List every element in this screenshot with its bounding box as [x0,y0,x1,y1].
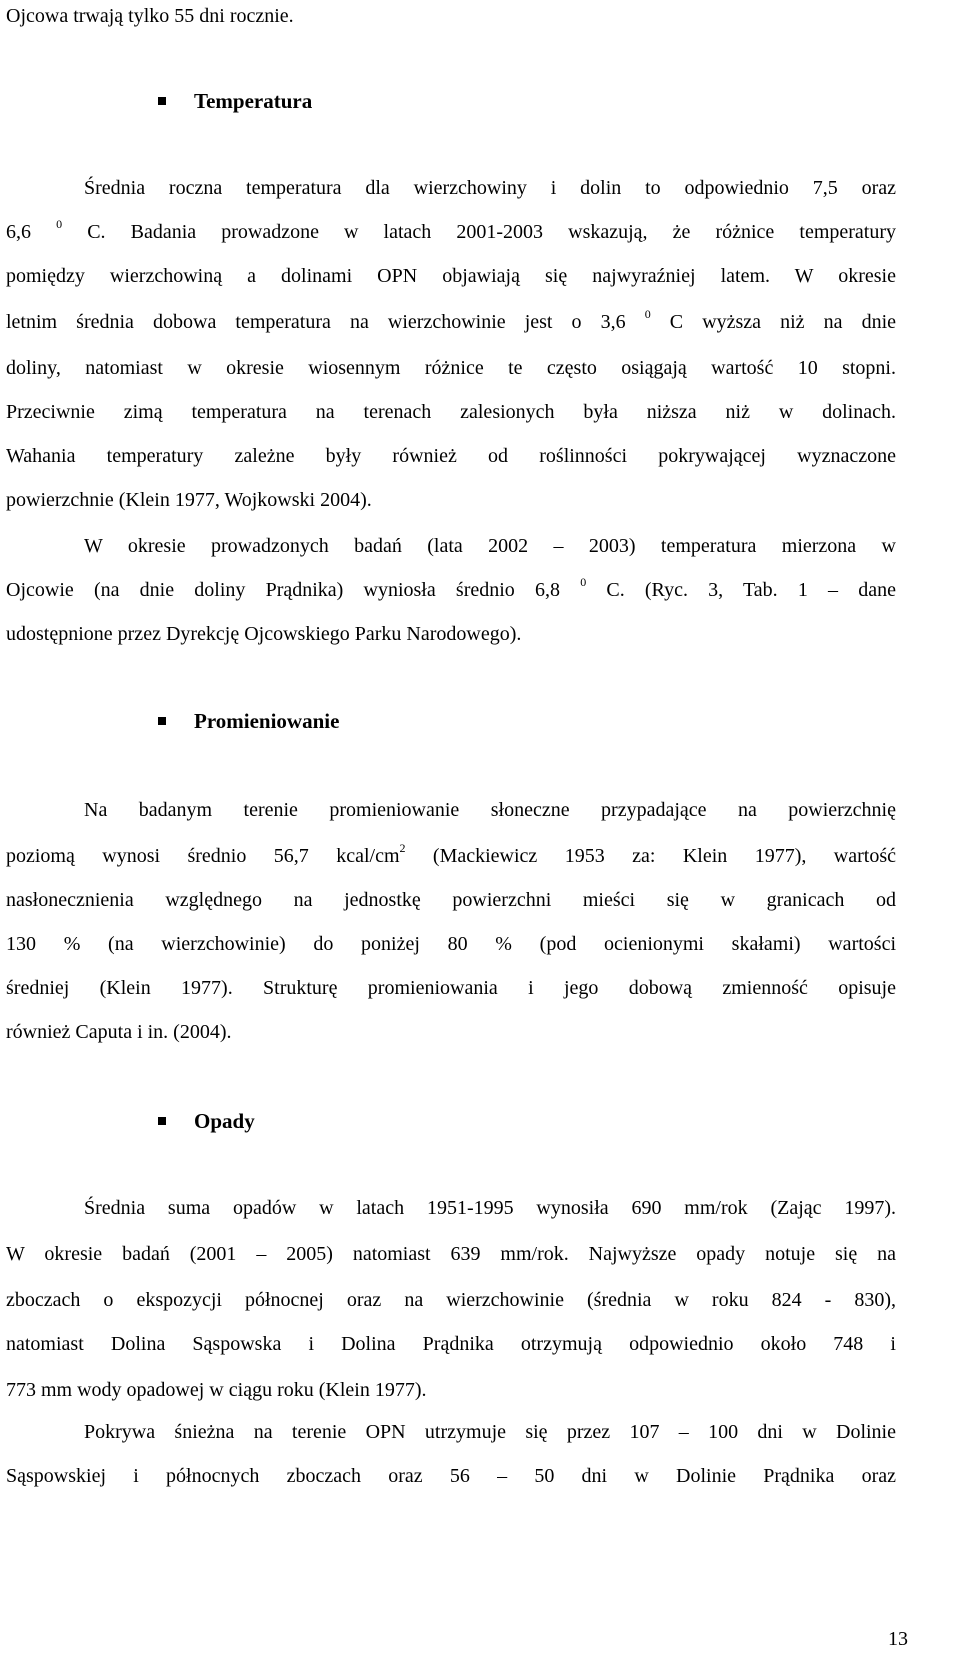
section-heading-opady [158,1108,255,1134]
text-line: powierzchnie (Klein 1977, Wojkowski 2004). [6,489,372,511]
text-line [6,575,896,604]
text-line: Wahania temperatury zależne były również od roślinności pokrywającej wyznaczone [6,445,896,467]
text-line: Pokrywa śnieżna na terenie OPN utrzymuje się przez 107 – 100 dni w Dolinie [84,1421,896,1443]
superscript: 0 [580,575,587,590]
heading-label: Opady [194,1109,255,1133]
superscript: 0 [644,307,651,322]
text-line: Na badanym terenie promieniowanie słoneczne przypadające na powierzchnię [84,799,896,821]
superscript: 2 [399,841,406,856]
heading-label: Promieniowanie [194,709,340,733]
heading-label: Temperatura [194,89,313,113]
text-fragment: letnim średnia dobowa temperatura na wierzchowinie jest o 3,6 [6,311,626,333]
text-line: natomiast Dolina Sąspowska i Dolina Prądnika otrzymują odpowiednio około 748 i [6,1333,896,1355]
text-fragment: C wyższa niż na dnie [669,311,897,333]
square-bullet-icon [158,97,166,105]
text-line: średniej (Klein 1977). Strukturę promieniowania i jego dobową zmienność opisuje [6,977,896,999]
text-line: Średnia roczna temperatura dla wierzchowiny i dolin to odpowiednio 7,5 oraz [84,177,896,199]
text-fragment: poziomą wynosi średnio 56,7 kcal/cm [6,845,400,867]
superscript: 0 [56,217,63,232]
square-bullet-icon [158,717,166,725]
text-line: 130 % (na wierzchowinie) do poniżej 80 % (pod ocienionymi skałami) wartości [6,933,896,955]
text-line: również Caputa i in. (2004). [6,1021,232,1043]
text-line: Przeciwnie zimą temperatura na terenach zalesionych była niższa niż w dolinach. [6,401,896,423]
text-line: pomiędzy wierzchowiną a dolinami OPN objawiają się najwyraźniej latem. W okresie [6,265,896,287]
text-fragment: C. Badania prowadzone w latach 2001-2003 wskazują, że różnice temperatury [87,221,897,243]
text-line [6,307,897,336]
text-line: doliny, natomiast w okresie wiosennym różnice te często osiągają wartość 10 stopni. [6,357,896,379]
page-number: 13 [888,1628,908,1650]
text-line: nasłonecznienia względnego na jednostkę powierzchni mieści się w granicach od [6,889,896,911]
text-line [6,841,896,870]
text-line: 773 mm wody opadowej w ciągu roku (Klein 1977). [6,1379,427,1401]
text-line: Średnia suma opadów w latach 1951-1995 wynosiła 690 mm/rok (Zając 1997). [84,1197,896,1219]
text-line: Ojcowa trwają tylko 55 dni rocznie. [6,5,294,27]
section-heading-temperatura [158,88,312,114]
text-line: udostępnione przez Dyrekcję Ojcowskiego Parku Narodowego). [6,623,522,645]
text-line: W okresie badań (2001 – 2005) natomiast 639 mm/rok. Najwyższe opady notuje się na [6,1243,896,1265]
text-fragment: (Mackiewicz 1953 za: Klein 1977), wartość [432,845,896,867]
text-line: W okresie prowadzonych badań (lata 2002 – 2003) temperatura mierzona w [84,535,896,557]
text-fragment: Ojcowie (na dnie doliny Prądnika) wyniosła średnio 6,8 [6,579,560,601]
square-bullet-icon [158,1117,166,1125]
text-line: zboczach o ekspozycji północnej oraz na wierzchowinie (średnia w roku 824 - 830), [6,1289,896,1311]
text-line [6,217,897,246]
text-line: Sąspowskiej i północnych zboczach oraz 56 – 50 dni w Dolinie Prądnika oraz [6,1465,896,1487]
text-fragment: C. (Ryc. 3, Tab. 1 – dane [606,579,896,601]
text-fragment: 6,6 [6,221,31,243]
section-heading-promieniowanie [158,708,339,734]
